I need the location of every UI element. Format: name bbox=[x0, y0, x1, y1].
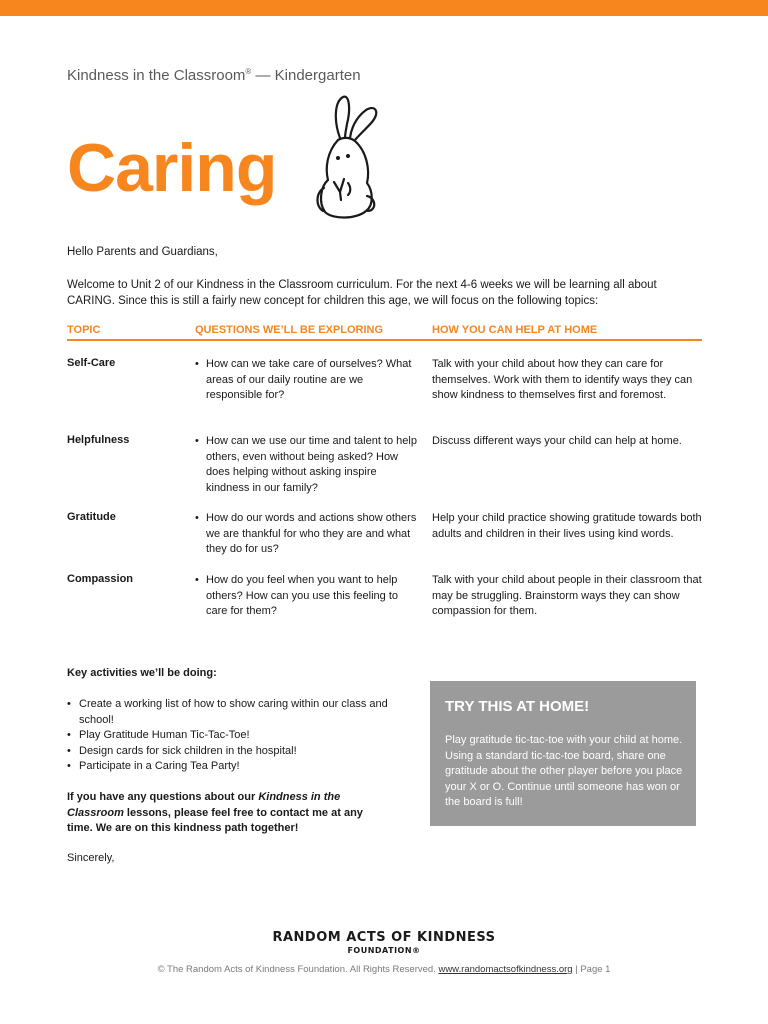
bullet-icon: • bbox=[195, 512, 199, 524]
column-header-questions: QUESTIONS WE’LL BE EXPLORING bbox=[195, 324, 384, 336]
column-header-help: HOW YOU CAN HELP AT HOME bbox=[432, 324, 598, 336]
registered-mark: ® bbox=[245, 67, 252, 76]
help-cell: Talk with your child about people in their classroom that may be struggling. Brainstorm ways they can show compassion for them. bbox=[432, 574, 702, 617]
try-box-body: Play gratitude tic-tac-toe with your child at home. Using a standard tic-tac-toe board, share one gratitude about the other player before you place your X or O. Continue until someone has won or the board is full! bbox=[445, 734, 683, 808]
bullet-icon: • bbox=[195, 574, 199, 586]
bullet-icon: • bbox=[67, 698, 71, 710]
question-text: How do you feel when you want to help others? How can you use this feeling to care for them? bbox=[206, 574, 399, 617]
copyright-text: © The Random Acts of Kindness Foundation. All Rights Reserved. bbox=[157, 964, 439, 975]
list-item bbox=[67, 728, 397, 744]
bullet-icon: • bbox=[67, 729, 71, 741]
activities-list bbox=[67, 697, 397, 775]
closing: Sincerely, bbox=[67, 852, 115, 864]
list-item bbox=[67, 744, 397, 760]
column-header-topic: TOPIC bbox=[67, 324, 101, 336]
foundation-logo bbox=[0, 930, 768, 955]
topic-cell: Gratitude bbox=[67, 511, 116, 523]
topic-cell: Compassion bbox=[67, 573, 134, 585]
page-title: Caring bbox=[67, 130, 277, 206]
help-cell: Talk with your child about how they can care for themselves. Work with them to identify ways they can show kindness to themselves first and foremost. bbox=[432, 358, 693, 401]
contact-text-end: lessons, please feel free to contact me at any time. We are on this kindness path together! bbox=[67, 806, 363, 834]
bunny-mascot-icon bbox=[310, 94, 382, 220]
question-text: How can we take care of ourselves? What areas of our daily routine are we responsible for? bbox=[206, 358, 412, 401]
help-cell: Discuss different ways your child can help at home. bbox=[432, 435, 682, 447]
question-cell bbox=[195, 357, 420, 404]
page-number: | Page 1 bbox=[572, 964, 611, 975]
contact-paragraph bbox=[67, 790, 387, 837]
question-text: How do our words and actions show others we are thankful for who they are and what they do for us? bbox=[206, 512, 417, 555]
header-rule bbox=[67, 339, 702, 341]
try-at-home-box bbox=[430, 681, 696, 826]
bullet-icon: • bbox=[67, 760, 71, 772]
curriculum-subtitle bbox=[67, 67, 361, 84]
activity-text: Design cards for sick children in the hospital! bbox=[79, 744, 297, 757]
activity-text: Create a working list of how to show caring within our class and school! bbox=[79, 698, 388, 726]
bullet-icon: • bbox=[67, 744, 71, 757]
activities-heading: Key activities we’ll be doing: bbox=[67, 667, 217, 679]
footer bbox=[0, 964, 768, 975]
bullet-icon: • bbox=[195, 358, 199, 370]
try-box-title: TRY THIS AT HOME! bbox=[445, 698, 590, 715]
greeting: Hello Parents and Guardians, bbox=[67, 246, 218, 258]
help-cell: Help your child practice showing gratitude towards both adults and children in their lives using kind words. bbox=[432, 512, 702, 540]
list-item bbox=[67, 759, 397, 775]
logo-subtitle: FOUNDATION® bbox=[347, 946, 421, 955]
activity-text: Participate in a Caring Tea Party! bbox=[79, 760, 240, 772]
top-accent-bar bbox=[0, 0, 768, 16]
intro-paragraph: Welcome to Unit 2 of our Kindness in the Classroom curriculum. For the next 4-6 weeks we will be learning all about CARING. Since this is still a fairly new concept for children this age, we will focus on the following topics: bbox=[67, 279, 657, 307]
activity-text: Play Gratitude Human Tic-Tac-Toe! bbox=[79, 729, 250, 741]
question-cell bbox=[195, 434, 420, 496]
topic-cell: Helpfulness bbox=[67, 434, 130, 446]
website-link[interactable]: www.randomactsofkindness.org bbox=[438, 964, 573, 975]
logo-wordmark: RANDOM ACTS OF KINDNESS bbox=[272, 930, 496, 945]
series-name: Kindness in the Classroom bbox=[67, 67, 246, 84]
grade-label: — Kindergarten bbox=[251, 67, 361, 84]
question-text: How can we use our time and talent to help others, even without being asked? How does helping without asking inspire kindness in our family? bbox=[206, 435, 417, 494]
bullet-icon: • bbox=[195, 435, 199, 447]
question-cell bbox=[195, 511, 420, 558]
list-item bbox=[67, 697, 397, 728]
curriculum-name: Kindness in the Classroom bbox=[67, 791, 341, 819]
question-cell bbox=[195, 573, 420, 620]
topic-cell: Self-Care bbox=[67, 357, 116, 369]
contact-text-start: If you have any questions about our bbox=[67, 791, 259, 803]
